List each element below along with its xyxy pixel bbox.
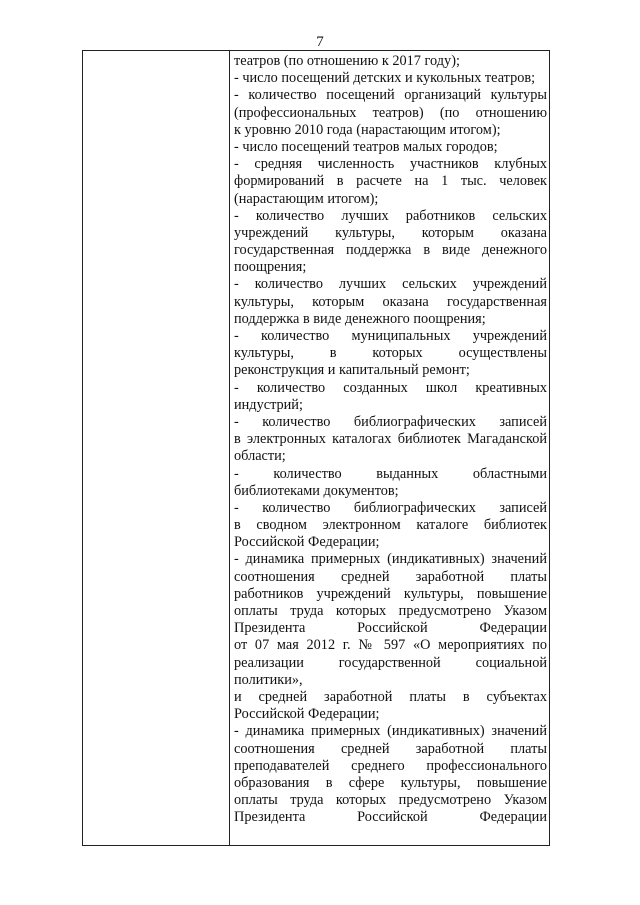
text-line: Российской Федерации; [234,534,380,551]
text-line: от 07 мая 2012 г. № 597 «О мероприятиях по [234,637,547,654]
text-line: реализации государственной социальной [234,654,547,671]
text-line: государственная поддержка в виде денежного [234,242,547,259]
text-line: - количество муниципальных учреждений [234,328,547,344]
text-line: театров (по отношению к 2017 году); [234,53,460,69]
text-line: - количество выданных областными [234,465,547,482]
text-line: соотношения средней заработной платы [234,740,547,757]
text-line: (профессиональных театров) (по отношению [234,104,547,121]
text-line: поддержка в виде денежного поощрения; [234,310,486,327]
text-line: (нарастающим итогом); [234,190,379,207]
page-number: 7 [316,34,324,50]
text-line: оплаты труда которых предусмотрено Указом [234,603,547,619]
text-line: индустрий; [234,396,303,413]
text-line: формирований в расчете на 1 тыс. человек [234,173,547,190]
text-line: поощрения; [234,259,307,276]
text-line: - количество посещений организаций культуры [234,87,547,104]
text-line: преподавателей среднего профессионального [234,757,547,774]
text-line: - средняя численность участников клубных [234,156,547,173]
text-line: - количество лучших работников сельских [234,207,547,224]
text-line: Президента Российской Федерации [234,620,547,637]
text-line: культуры, в которых осуществлены [234,345,547,362]
text-line: в сводном электронном каталоге библиотек [234,517,547,534]
text-line: - число посещений театров малых городов; [234,138,498,155]
text-line: образования в сфере культуры, повышение [234,774,547,791]
text-line: в электронных каталогах библиотек Магаданской [234,431,547,448]
text-line: - количество библиографических записей [234,499,547,516]
text-line: учреждений культуры, которым оказана [234,224,547,241]
text-line: библиотеками документов; [234,482,399,499]
text-line: реконструкция и капитальный ремонт; [234,362,470,379]
text-line: оплаты труда которых предусмотрено Указом [234,792,547,809]
text-line: области; [234,448,286,465]
text-line: Российской Федерации; [234,706,380,723]
text-line: и средней заработной платы в субъектах [234,688,547,705]
text-line: Президента Российской Федерации [234,809,547,826]
table-cell-left [83,51,229,845]
text-line: политики», [234,671,303,688]
text-line: - количество библиографических записей [234,413,547,430]
text-line: - количество созданных школ креативных [234,379,547,396]
table-frame [82,50,550,846]
text-line: - динамика примерных (индикативных) значений [234,723,547,740]
text-line: культуры, которым оказана государственная [234,293,547,310]
table-cell-right [230,53,549,826]
text-line: соотношения средней заработной платы [234,568,547,585]
text-line: к уровню 2010 года (нарастающим итогом); [234,121,501,138]
text-line: работников учреждений культуры, повышение [234,585,547,602]
text-line: - динамика примерных (индикативных) значений [234,551,547,568]
text-line: - число посещений детских и кукольных театров; [234,70,536,87]
text-line: - количество лучших сельских учреждений [234,276,547,293]
